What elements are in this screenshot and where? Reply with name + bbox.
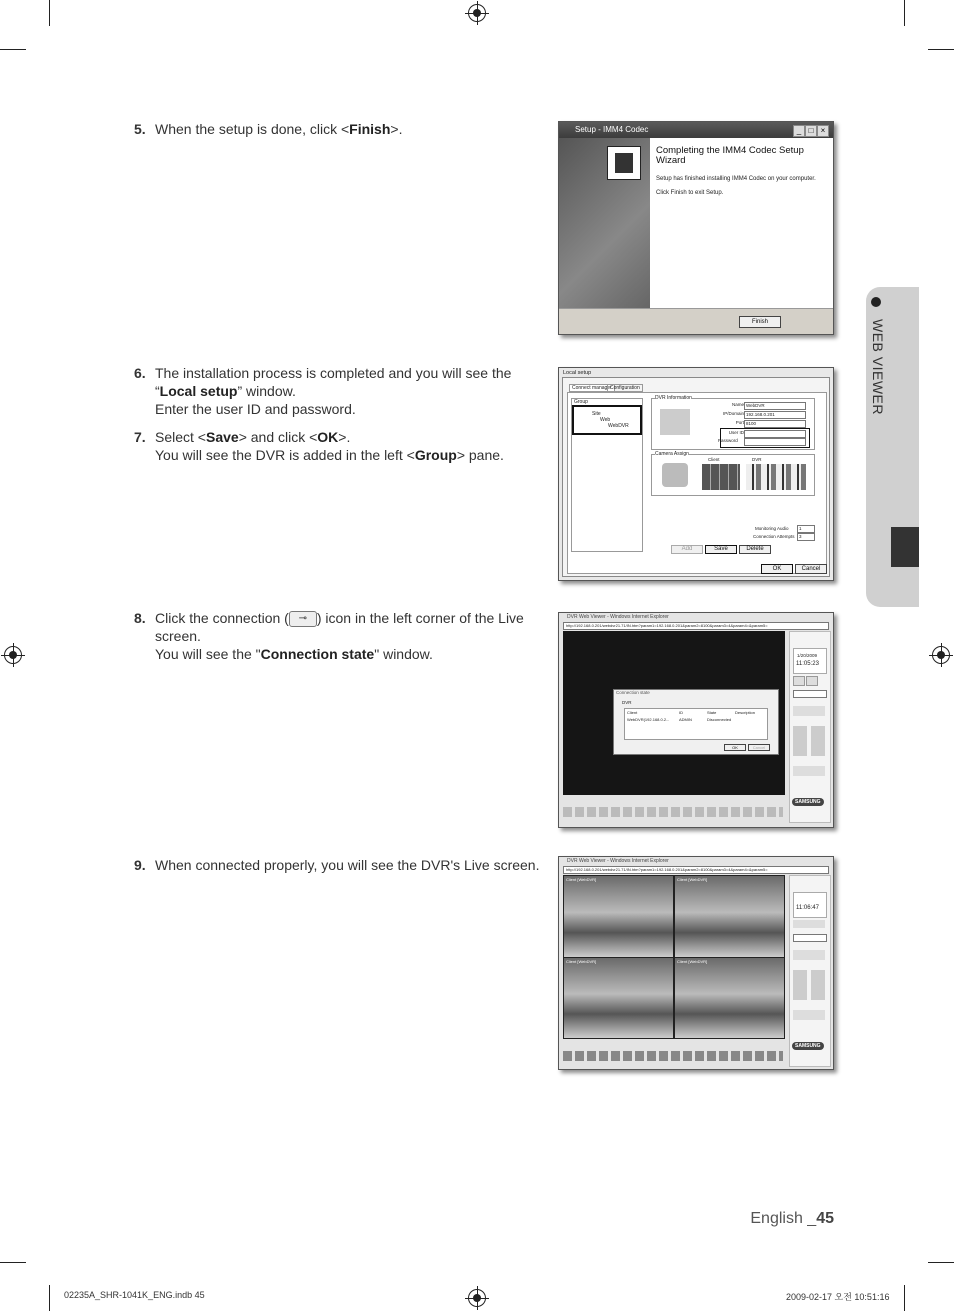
control-panel: [789, 631, 831, 823]
cancel-button[interactable]: Cancel: [795, 564, 827, 574]
close-button[interactable]: ×: [817, 125, 829, 137]
step-number: 6.: [134, 365, 146, 381]
client-grid[interactable]: [702, 464, 740, 490]
step-number: 9.: [134, 857, 146, 873]
dvr-information-group: DVR Information Name WebDVR IP/Domain 192.168.0.201 Port 8100 User ID Password: [651, 398, 815, 450]
user-id-field[interactable]: [744, 430, 806, 438]
camera-icon: [662, 463, 688, 487]
connection-icon: ⊸: [289, 611, 317, 627]
group-pane: Group Site Web WebDVR: [571, 398, 643, 552]
audio-icon[interactable]: [793, 1010, 825, 1020]
connection-state-screenshot: [558, 612, 834, 828]
registration-mark-icon: [468, 4, 486, 22]
crop-mark: [49, 0, 50, 26]
audio-icon[interactable]: [793, 766, 825, 776]
clock-display: 1/20/2009 11:05:23: [793, 648, 827, 674]
maximize-button[interactable]: □: [805, 125, 817, 137]
tab-connect-manager[interactable]: Connect manager: [569, 384, 615, 392]
crop-mark: [904, 1285, 905, 1311]
quality-select[interactable]: [793, 690, 827, 698]
step-number: 7.: [134, 429, 146, 445]
registration-mark-icon: [932, 646, 950, 664]
finish-button[interactable]: Finish: [739, 316, 781, 328]
name-field[interactable]: WebDVR: [744, 402, 806, 410]
samsung-logo: SAMSUNG: [792, 798, 824, 806]
live-screen-screenshot: [558, 856, 834, 1070]
crop-mark: [928, 1262, 954, 1263]
clock-display: 11:06:47: [793, 892, 827, 918]
dvr-icon: [660, 409, 690, 435]
browser-title: DVR Web Viewer - Windows Internet Explorer: [567, 858, 669, 864]
table-row[interactable]: WebDVR(192.168.0.2...: [627, 717, 670, 722]
crop-mark: [928, 49, 954, 50]
crop-mark: [904, 0, 905, 26]
dvr-grid[interactable]: [746, 464, 806, 490]
connection-table: Client ID State Description WebDVR(192.168.0.2... ADMIN Disconnected: [624, 708, 768, 740]
search-icon[interactable]: [793, 676, 805, 686]
password-field[interactable]: [744, 438, 806, 446]
channel-buttons[interactable]: [563, 1051, 783, 1061]
add-button[interactable]: Add: [671, 545, 703, 554]
ok-button[interactable]: OK: [761, 564, 793, 574]
connection-icon[interactable]: [793, 706, 825, 716]
step-5: 5. When the setup is done, click <Finish>.: [134, 121, 403, 137]
camera-assign-group: Camera Assign Client DVR: [651, 454, 815, 496]
setup-wizard-screenshot: [558, 121, 834, 335]
connection-attempts-select[interactable]: 3: [797, 533, 815, 541]
tree-item-webdvr[interactable]: WebDVR: [608, 423, 629, 429]
address-bar[interactable]: http://192.168.0.201/webdvr21.71/IN.htm?param1=192.168.0.201&param2=8100&param3=4&param4=&param5=: [563, 622, 829, 630]
footer-timestamp: 2009-02-17 오전 10:51:16: [786, 1292, 890, 1302]
installer-icon: [607, 146, 641, 180]
wizard-text: Click Finish to exit Setup.: [656, 190, 724, 196]
wizard-footer: [559, 308, 833, 334]
control-panel: [789, 875, 831, 1067]
wizard-text: Setup has finished installing IMM4 Codec on your computer.: [656, 176, 816, 182]
camera-view[interactable]: Client [WebDVR]: [675, 876, 784, 957]
quality-select[interactable]: [793, 934, 827, 942]
samsung-logo: SAMSUNG: [792, 1042, 824, 1050]
crop-mark: [0, 1262, 26, 1263]
page-number: English _45: [750, 1210, 834, 1227]
local-setup-screenshot: Local setup Connect manager Configuration Group Site Web WebDVR DVR Information Name WebDVR IP/Domain 192.168.0.201 Port 8100 User ID Password Camera Assign Client DVR Monitoring Audio 1 Connection Attempts 3 Add Save Delete OK Cancel: [558, 367, 834, 581]
section-side-tab: [866, 287, 919, 607]
camera-view[interactable]: Client [WebDVR]: [675, 958, 784, 1038]
step-7: 7. Select <Save> and click <OK>. You will see the DVR is added in the left <Group> pane.: [134, 429, 504, 463]
window-title: Local setup: [563, 370, 592, 376]
group-tree[interactable]: [572, 405, 642, 435]
section-label: WEB VIEWER: [870, 319, 886, 416]
registration-mark-icon: [4, 646, 22, 664]
browser-title: DVR Web Viewer - Windows Internet Explorer: [567, 614, 669, 620]
camera-view[interactable]: Client [WebDVR]: [564, 958, 673, 1038]
connection-icon[interactable]: [793, 950, 825, 960]
step-9: 9. When connected properly, you will see the DVR's Live screen.: [134, 857, 540, 873]
split-layout-icons[interactable]: [793, 726, 825, 756]
crop-mark: [49, 1285, 50, 1311]
wizard-heading: Completing the IMM4 Codec Setup Wizard: [656, 145, 804, 166]
step-8: 8. Click the connection ( ⊸ ) icon in the left corner of the Live screen. You will see the "Connection state" window.: [134, 610, 524, 663]
ip-domain-field[interactable]: 192.168.0.201: [744, 411, 806, 419]
tree-item-site[interactable]: Site: [592, 411, 601, 417]
step-number: 8.: [134, 610, 146, 626]
settings-icon[interactable]: [806, 676, 818, 686]
step-6: 6. The installation process is completed and you will see the “Local setup” window. Enter the user ID and password.: [134, 365, 512, 417]
connection-state-dialog: Connection state DVR Client ID State Description WebDVR(192.168.0.2... ADMIN Disconnected OK Cancel: [613, 689, 779, 755]
footer-file-info: 02235A_SHR-1041K_ENG.indb 45: [64, 1290, 205, 1300]
tab-configuration[interactable]: Configuration: [607, 384, 643, 392]
step-number: 5.: [134, 121, 146, 137]
minimize-button[interactable]: _: [793, 125, 805, 137]
address-bar[interactable]: http://192.168.0.201/webdvr21.71/IN.htm?param1=192.168.0.201&param2=8100&param3=4&param4=&param5=: [563, 866, 829, 874]
monitoring-audio-select[interactable]: 1: [797, 525, 815, 533]
channel-buttons[interactable]: [563, 807, 783, 817]
tool-icons[interactable]: [793, 920, 825, 928]
crop-mark: [0, 49, 26, 50]
save-button[interactable]: Save: [705, 545, 737, 554]
tree-item-web[interactable]: Web: [600, 417, 611, 423]
registration-mark-icon: [468, 1289, 486, 1307]
section-marker: [891, 527, 919, 567]
split-layout-icons[interactable]: [793, 970, 825, 1000]
ok-button[interactable]: OK: [724, 744, 746, 751]
camera-view[interactable]: Client [WebDVR]: [564, 876, 673, 957]
delete-button[interactable]: Delete: [739, 545, 771, 554]
cancel-button[interactable]: Cancel: [748, 744, 770, 751]
port-field[interactable]: 8100: [744, 420, 806, 428]
bullet-icon: [871, 297, 881, 307]
window-titlebar: Setup - IMM4 Codec: [559, 122, 833, 138]
